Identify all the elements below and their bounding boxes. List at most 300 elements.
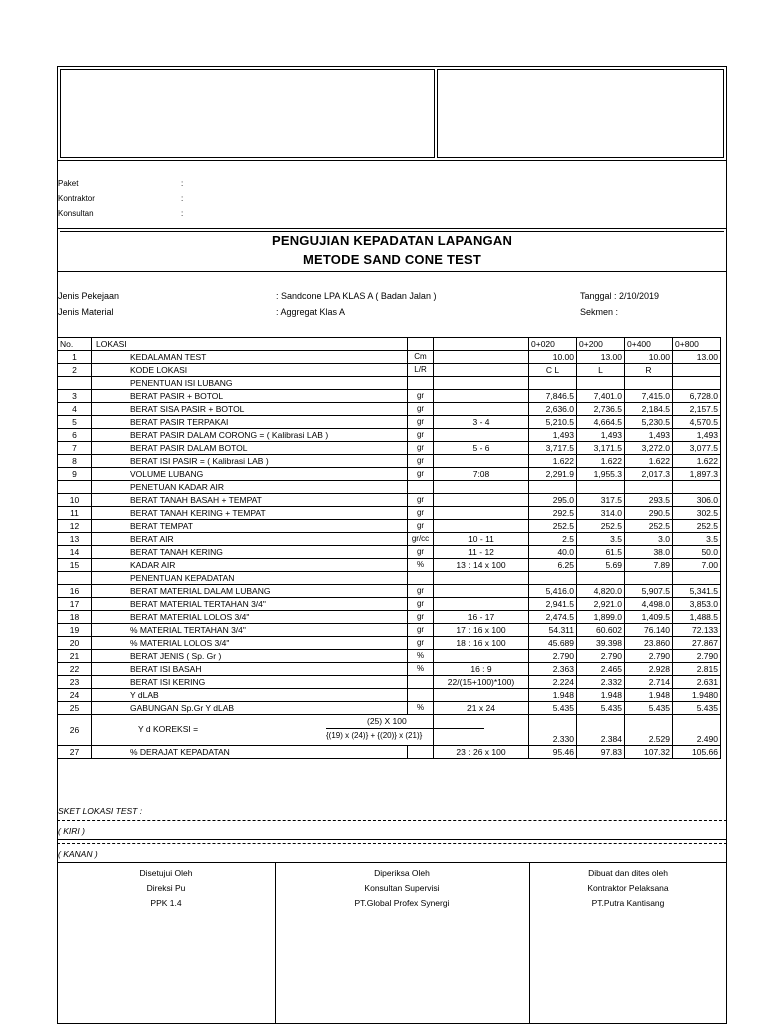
row-value: 1.948 xyxy=(625,689,673,702)
row-description xyxy=(92,715,434,746)
row-formula xyxy=(434,585,529,598)
row-value: 3,171.5 xyxy=(577,442,625,455)
section-row xyxy=(58,572,721,585)
row-formula xyxy=(434,390,529,403)
row-number: 21 xyxy=(58,650,92,663)
row-value: 5,230.5 xyxy=(625,416,673,429)
row-value: 7.89 xyxy=(625,559,673,572)
row-unit: gr xyxy=(408,507,434,520)
row-unit: gr xyxy=(408,468,434,481)
header-col-3: 0+800 xyxy=(673,338,721,351)
row-formula: 22/(15+100)*100) xyxy=(434,676,529,689)
table-row xyxy=(58,689,721,702)
row-description: PENENTUAN ISI LUBANG xyxy=(92,377,408,390)
sandcone-table xyxy=(57,337,721,759)
row-value: 4,498.0 xyxy=(625,598,673,611)
row-unit: gr xyxy=(408,637,434,650)
row-number: 27 xyxy=(58,746,92,759)
konsultan-label: Konsultan xyxy=(58,209,94,218)
row-number: 23 xyxy=(58,676,92,689)
row-unit xyxy=(408,746,434,759)
row-number xyxy=(58,572,92,585)
signature-block-made xyxy=(529,866,727,911)
jenis-pekerjaan-label: Jenis Pekejaan xyxy=(58,291,120,301)
row-number xyxy=(58,377,92,390)
formula-numerator: (25) X 100 xyxy=(367,716,407,726)
row-formula: 18 : 16 x 100 xyxy=(434,637,529,650)
row-value: 314.0 xyxy=(577,507,625,520)
row-description: BERAT TANAH KERING xyxy=(92,546,408,559)
row-number: 25 xyxy=(58,702,92,715)
row-formula xyxy=(434,715,529,746)
table-body xyxy=(58,338,721,759)
row-number xyxy=(58,481,92,494)
table-row xyxy=(58,429,721,442)
row-formula: 23 : 26 x 100 xyxy=(434,746,529,759)
row-formula xyxy=(434,429,529,442)
table-row xyxy=(58,585,721,598)
row-description: BERAT ISI PASIR = ( Kalibrasi LAB ) xyxy=(92,455,408,468)
row-description: BERAT MATERIAL DALAM LUBANG xyxy=(92,585,408,598)
row-description: KADAR AIR xyxy=(92,559,408,572)
row-unit: gr/cc xyxy=(408,533,434,546)
table-row xyxy=(58,416,721,429)
row-unit: % xyxy=(408,650,434,663)
tanggal: Tanggal : 2/10/2019 xyxy=(580,291,660,301)
header-lokasi: LOKASI xyxy=(92,338,408,351)
row-value: 61.5 xyxy=(577,546,625,559)
row-number: 5 xyxy=(58,416,92,429)
table-row xyxy=(58,715,721,746)
row-formula xyxy=(434,455,529,468)
jenis-pekerjaan-value: : Sandcone LPA KLAS A ( Badan Jalan ) xyxy=(276,291,437,301)
row-formula xyxy=(434,403,529,416)
row-description: PENETUAN KADAR AIR xyxy=(92,481,408,494)
row-unit: % xyxy=(408,663,434,676)
table-row xyxy=(58,546,721,559)
signature-role: Diperiksa Oleh xyxy=(374,868,430,878)
row-value: 252.5 xyxy=(577,520,625,533)
row-value: 2.224 xyxy=(529,676,577,689)
row-unit: Cm xyxy=(408,351,434,364)
row-value: 1,493 xyxy=(625,429,673,442)
row-value: 1.622 xyxy=(625,455,673,468)
divider xyxy=(57,839,727,840)
row-number: 24 xyxy=(58,689,92,702)
signature-title: Kontraktor Pelaksana xyxy=(587,883,669,893)
row-value: 2,291.9 xyxy=(529,468,577,481)
row-value: 2.5 xyxy=(529,533,577,546)
row-formula: 13 : 14 x 100 xyxy=(434,559,529,572)
header-formula xyxy=(434,338,529,351)
row-description: BERAT JENIS ( Sp. Gr ) xyxy=(92,650,408,663)
row-unit: gr xyxy=(408,494,434,507)
row-value xyxy=(625,572,673,585)
row-value: 5.435 xyxy=(625,702,673,715)
row-value: 4,820.0 xyxy=(577,585,625,598)
dashed-line xyxy=(57,820,727,821)
row-value: 13.00 xyxy=(577,351,625,364)
table-row xyxy=(58,676,721,689)
row-value: 252.5 xyxy=(529,520,577,533)
row-value: 1.948 xyxy=(529,689,577,702)
paket-colon: : xyxy=(181,179,184,188)
row-value: 4,664.5 xyxy=(577,416,625,429)
divider xyxy=(57,862,727,863)
row-value: 2.363 xyxy=(529,663,577,676)
row-number: 8 xyxy=(58,455,92,468)
row-value: 107.32 xyxy=(625,746,673,759)
row-unit: % xyxy=(408,702,434,715)
row-unit: gr xyxy=(408,390,434,403)
row-value: 2.529 xyxy=(625,715,673,746)
row-number: 22 xyxy=(58,663,92,676)
row-number: 3 xyxy=(58,390,92,403)
row-number: 11 xyxy=(58,507,92,520)
row-value: 45.689 xyxy=(529,637,577,650)
row-number: 10 xyxy=(58,494,92,507)
row-formula xyxy=(434,364,529,377)
row-value: 3,077.5 xyxy=(673,442,721,455)
row-value: 38.0 xyxy=(625,546,673,559)
row-value xyxy=(529,377,577,390)
table-row xyxy=(58,351,721,364)
row-value: 5.435 xyxy=(529,702,577,715)
row-description: VOLUME LUBANG xyxy=(92,468,408,481)
row-value: 2.332 xyxy=(577,676,625,689)
section-row xyxy=(58,377,721,390)
row-value: 2.714 xyxy=(625,676,673,689)
row-value: 4,570.5 xyxy=(673,416,721,429)
row-unit: gr xyxy=(408,546,434,559)
row-value xyxy=(577,481,625,494)
row-value: 2,017.3 xyxy=(625,468,673,481)
row-value xyxy=(577,377,625,390)
row-value: 2,921.0 xyxy=(577,598,625,611)
formula-denominator: {(19) x (24)} + {(20)} x (21)} xyxy=(326,731,423,740)
row-value: 290.5 xyxy=(625,507,673,520)
page-subtitle: METODE SAND CONE TEST xyxy=(302,252,482,267)
table-row xyxy=(58,611,721,624)
header-unit xyxy=(408,338,434,351)
row-value: 5,907.5 xyxy=(625,585,673,598)
row-value: 3,853.0 xyxy=(673,598,721,611)
row-value xyxy=(673,572,721,585)
row-number: 15 xyxy=(58,559,92,572)
row-value: 50.0 xyxy=(673,546,721,559)
row-formula xyxy=(434,481,529,494)
row-description: BERAT PASIR + BOTOL xyxy=(92,390,408,403)
row-value: 2,157.5 xyxy=(673,403,721,416)
row-value: 27.867 xyxy=(673,637,721,650)
table-row xyxy=(58,663,721,676)
row-number: 14 xyxy=(58,546,92,559)
sketch-label: SKET LOKASI TEST : xyxy=(58,806,143,816)
row-description: GABUNGAN Sp.Gr Y dLAB xyxy=(92,702,408,715)
row-formula xyxy=(434,598,529,611)
row-description: Y dLAB xyxy=(92,689,408,702)
table-row xyxy=(58,598,721,611)
row-value: 5,416.0 xyxy=(529,585,577,598)
row-value: 2.490 xyxy=(673,715,721,746)
row-unit: % xyxy=(408,559,434,572)
row-number: 19 xyxy=(58,624,92,637)
row-value: 2.928 xyxy=(625,663,673,676)
header-box-left xyxy=(60,69,435,158)
row-value: 3.0 xyxy=(625,533,673,546)
row-value xyxy=(577,572,625,585)
row-value: R xyxy=(625,364,673,377)
row-value: 76.140 xyxy=(625,624,673,637)
page-title: PENGUJIAN KEPADATAN LAPANGAN xyxy=(271,233,513,248)
row-value: 2.330 xyxy=(529,715,577,746)
row-description: KEDALAMAN TEST xyxy=(92,351,408,364)
row-formula: 7:08 xyxy=(434,468,529,481)
table-row xyxy=(58,507,721,520)
sketch-kanan: ( KANAN ) xyxy=(58,849,98,859)
row-value: 5.69 xyxy=(577,559,625,572)
row-value: 1,493 xyxy=(529,429,577,442)
row-value: 5.435 xyxy=(673,702,721,715)
row-unit: gr xyxy=(408,442,434,455)
row-value: 2.384 xyxy=(577,715,625,746)
row-value: 1.622 xyxy=(673,455,721,468)
jenis-material-label: Jenis Material xyxy=(58,307,114,317)
row-value: 3,717.5 xyxy=(529,442,577,455)
row-value: 6.25 xyxy=(529,559,577,572)
row-value: 6,728.0 xyxy=(673,390,721,403)
row-value: 3.5 xyxy=(673,533,721,546)
row-value: 2.790 xyxy=(529,650,577,663)
signature-org: PT.Global Profex Synergi xyxy=(354,898,450,908)
row-unit: gr xyxy=(408,598,434,611)
row-number: 16 xyxy=(58,585,92,598)
row-value: 302.5 xyxy=(673,507,721,520)
table-row xyxy=(58,442,721,455)
row-value xyxy=(673,364,721,377)
row-description: BERAT AIR xyxy=(92,533,408,546)
row-unit: gr xyxy=(408,416,434,429)
row-formula: 3 - 4 xyxy=(434,416,529,429)
row-description: % DERAJAT KEPADATAN xyxy=(92,746,408,759)
header-no: No. xyxy=(58,338,92,351)
row-formula xyxy=(434,507,529,520)
row-description: PENENTUAN KEPADATAN xyxy=(92,572,408,585)
kontraktor-label: Kontraktor xyxy=(58,194,95,203)
row-number: 26 xyxy=(58,715,92,746)
row-unit: gr xyxy=(408,585,434,598)
row-value: 3.5 xyxy=(577,533,625,546)
row-value: 1,897.3 xyxy=(673,468,721,481)
row-value: 23.860 xyxy=(625,637,673,650)
row-unit xyxy=(408,689,434,702)
table-row xyxy=(58,520,721,533)
row-number: 13 xyxy=(58,533,92,546)
row-unit: L/R xyxy=(408,364,434,377)
row-value: 7,846.5 xyxy=(529,390,577,403)
row-value xyxy=(529,481,577,494)
row-description: BERAT ISI BASAH xyxy=(92,663,408,676)
row-value: 2,184.5 xyxy=(625,403,673,416)
header-col-0: 0+020 xyxy=(529,338,577,351)
row-value: 39.398 xyxy=(577,637,625,650)
signature-org: PT.Putra Kantisang xyxy=(591,898,665,908)
row-value: 292.5 xyxy=(529,507,577,520)
sekmen: Sekmen : xyxy=(580,307,619,317)
row-value: 252.5 xyxy=(673,520,721,533)
row-number: 6 xyxy=(58,429,92,442)
table-row xyxy=(58,494,721,507)
row-formula: 11 - 12 xyxy=(434,546,529,559)
row-number: 4 xyxy=(58,403,92,416)
row-number: 18 xyxy=(58,611,92,624)
row-description: % MATERIAL LOLOS 3/4" xyxy=(92,637,408,650)
row-description: BERAT ISI KERING xyxy=(92,676,408,689)
row-value: 1,493 xyxy=(577,429,625,442)
row-value: 2.790 xyxy=(673,650,721,663)
row-description: BERAT SISA PASIR + BOTOL xyxy=(92,403,408,416)
row-value: 5.435 xyxy=(577,702,625,715)
row-value: 2,636.0 xyxy=(529,403,577,416)
signature-block-checked xyxy=(275,866,529,911)
row-value: 2.815 xyxy=(673,663,721,676)
row-value xyxy=(625,481,673,494)
row-description: % MATERIAL TERTAHAN 3/4" xyxy=(92,624,408,637)
row-value: 1,488.5 xyxy=(673,611,721,624)
header-box-right xyxy=(437,69,724,158)
row-formula: 16 - 17 xyxy=(434,611,529,624)
row-description: BERAT PASIR TERPAKAI xyxy=(92,416,408,429)
row-unit xyxy=(408,377,434,390)
row-value: 72.133 xyxy=(673,624,721,637)
row-value xyxy=(625,377,673,390)
row-value: 293.5 xyxy=(625,494,673,507)
signature-title: Konsultan Supervisi xyxy=(364,883,440,893)
row-value: 2.465 xyxy=(577,663,625,676)
row-value: 1.9480 xyxy=(673,689,721,702)
row-value: 1,899.0 xyxy=(577,611,625,624)
row-description: BERAT MATERIAL LOLOS 3/4" xyxy=(92,611,408,624)
row-value: 10.00 xyxy=(625,351,673,364)
row-value: 1,493 xyxy=(673,429,721,442)
dashed-line xyxy=(57,843,727,844)
row-value: 1.622 xyxy=(529,455,577,468)
row-value: 2.790 xyxy=(577,650,625,663)
row-description-label: Y d KOREKSI = xyxy=(138,724,199,734)
table-row xyxy=(58,403,721,416)
sketch-kiri: ( KIRI ) xyxy=(58,826,85,836)
kontraktor-colon: : xyxy=(181,194,184,203)
row-value: 2,474.5 xyxy=(529,611,577,624)
jenis-material-value: : Aggregat Klas A xyxy=(276,307,346,317)
row-number: 7 xyxy=(58,442,92,455)
row-value: 295.0 xyxy=(529,494,577,507)
signature-block-approved xyxy=(57,866,275,911)
row-value: 40.0 xyxy=(529,546,577,559)
row-formula: 5 - 6 xyxy=(434,442,529,455)
table-row xyxy=(58,364,721,377)
row-formula: 17 : 16 x 100 xyxy=(434,624,529,637)
row-value: 13.00 xyxy=(673,351,721,364)
row-formula xyxy=(434,572,529,585)
row-formula: 10 - 11 xyxy=(434,533,529,546)
row-unit: gr xyxy=(408,624,434,637)
table-row xyxy=(58,702,721,715)
row-value: 317.5 xyxy=(577,494,625,507)
row-number: 20 xyxy=(58,637,92,650)
row-value: 105.66 xyxy=(673,746,721,759)
row-formula: 16 : 9 xyxy=(434,663,529,676)
signature-role: Disetujui Oleh xyxy=(139,868,193,878)
table-row xyxy=(58,637,721,650)
row-value: 5,210.5 xyxy=(529,416,577,429)
row-formula xyxy=(434,520,529,533)
table-header-row xyxy=(58,338,721,351)
table-row xyxy=(58,650,721,663)
row-description: BERAT PASIR DALAM BOTOL xyxy=(92,442,408,455)
header-col-1: 0+200 xyxy=(577,338,625,351)
paket-label: Paket xyxy=(58,179,79,188)
row-number: 1 xyxy=(58,351,92,364)
section-row xyxy=(58,481,721,494)
title-inner-line xyxy=(60,231,724,232)
row-value: 2,736.5 xyxy=(577,403,625,416)
row-formula xyxy=(434,689,529,702)
table-row xyxy=(58,468,721,481)
row-formula: 21 x 24 xyxy=(434,702,529,715)
row-unit: gr xyxy=(408,429,434,442)
table-row xyxy=(58,624,721,637)
table-row xyxy=(58,455,721,468)
signature-role: Dibuat dan dites oleh xyxy=(588,868,668,878)
row-value: L xyxy=(577,364,625,377)
row-value: 306.0 xyxy=(673,494,721,507)
row-value: C L xyxy=(529,364,577,377)
row-description: KODE LOKASI xyxy=(92,364,408,377)
row-formula xyxy=(434,351,529,364)
row-value: 2.631 xyxy=(673,676,721,689)
table-row xyxy=(58,746,721,759)
row-value: 1.622 xyxy=(577,455,625,468)
row-value: 7,415.0 xyxy=(625,390,673,403)
row-value: 54.311 xyxy=(529,624,577,637)
row-description: BERAT TEMPAT xyxy=(92,520,408,533)
row-number: 12 xyxy=(58,520,92,533)
row-value: 252.5 xyxy=(625,520,673,533)
row-number: 2 xyxy=(58,364,92,377)
row-value: 1.948 xyxy=(577,689,625,702)
signature-org: PPK 1.4 xyxy=(150,898,182,908)
konsultan-colon: : xyxy=(181,209,184,218)
row-description: BERAT MATERIAL TERTAHAN 3/4" xyxy=(92,598,408,611)
row-value: 7,401.0 xyxy=(577,390,625,403)
header-col-2: 0+400 xyxy=(625,338,673,351)
row-description: BERAT PASIR DALAM CORONG = ( Kalibrasi LAB ) xyxy=(92,429,408,442)
row-value: 2,941.5 xyxy=(529,598,577,611)
row-description: BERAT TANAH BASAH + TEMPAT xyxy=(92,494,408,507)
row-value: 2.790 xyxy=(625,650,673,663)
row-value: 3,272.0 xyxy=(625,442,673,455)
row-value xyxy=(673,481,721,494)
row-value: 97.83 xyxy=(577,746,625,759)
table-row xyxy=(58,390,721,403)
row-number: 17 xyxy=(58,598,92,611)
row-number: 9 xyxy=(58,468,92,481)
row-unit xyxy=(408,572,434,585)
row-value: 1,409.5 xyxy=(625,611,673,624)
row-formula xyxy=(434,494,529,507)
row-value: 95.46 xyxy=(529,746,577,759)
